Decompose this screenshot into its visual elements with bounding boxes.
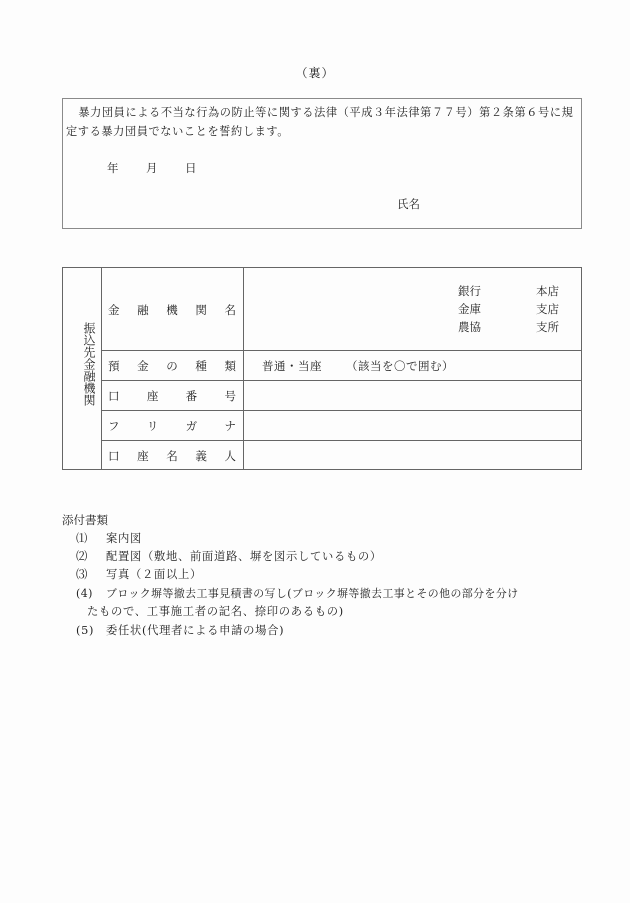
oath-statement: 暴力団員による不当な行為の防止等に関する法律（平成３年法律第７７号）第２条第６号に規定する暴力団員でないことを誓約します。 (66, 106, 574, 138)
date-month-label: 月 (146, 161, 158, 175)
row-label-char: 機 (166, 303, 178, 317)
row-label-char: 種 (195, 359, 207, 373)
attachment-num: ⑴ (76, 532, 88, 545)
row-label-char: 預 (108, 359, 120, 373)
attachment-num: ⑵ (76, 550, 88, 563)
row-label-char: 金 (108, 303, 120, 317)
branch-type: 本店 (536, 284, 559, 298)
attachment-item-continuation: たもので、工事施工者の記名、捺印のあるもの) (87, 605, 344, 618)
table-divider (101, 350, 582, 351)
row-label-char: リ (146, 419, 159, 433)
attachment-text: 案内図 (106, 532, 142, 545)
row-label-deposit-type (108, 358, 236, 374)
row-label-char: フ (108, 419, 120, 433)
attachments-heading: 添付書類 (62, 513, 108, 527)
row-label-char: 座 (137, 449, 149, 463)
date-year-label: 年 (107, 161, 119, 175)
row-label-char: 融 (137, 303, 149, 317)
branch-type: 支所 (536, 320, 559, 334)
row-label-char: 口 (108, 389, 120, 403)
section-label-bank: 振込先金融機関 (82, 322, 96, 406)
row-label-char: 人 (224, 449, 236, 463)
date-day-label: 日 (185, 161, 197, 175)
deposit-type-note: （該当を〇で囲む） (346, 359, 454, 373)
attachment-item (76, 585, 519, 601)
attachment-text: 写真（２面以上） (106, 568, 202, 581)
row-label-char: 号 (224, 389, 236, 403)
attachment-text: 委任状(代理者による申請の場合) (106, 624, 285, 637)
row-label-char: 番 (185, 389, 198, 403)
institution-type-list (458, 282, 481, 336)
attachment-text: 配置図（敷地、前面道路、塀を図示しているもの） (106, 550, 382, 563)
institution-type: 銀行 (458, 284, 481, 298)
institution-type: 金庫 (458, 302, 481, 316)
name-label: 氏名 (397, 197, 420, 211)
institution-type: 農協 (458, 320, 481, 334)
table-divider (101, 440, 582, 441)
attachment-num: ⑶ (76, 568, 88, 581)
row-label-furigana (108, 418, 236, 434)
table-divider (101, 380, 582, 381)
row-label-account-number (108, 388, 236, 404)
table-divider (101, 410, 582, 411)
row-label-char: 義 (195, 449, 207, 463)
page-title: （裏） (295, 66, 335, 80)
row-label-char: ガ (185, 419, 198, 433)
attachment-item (76, 566, 202, 582)
row-label-account-holder (108, 448, 236, 464)
branch-type: 支店 (536, 302, 559, 316)
row-label-char: ナ (224, 419, 236, 433)
attachment-item (76, 622, 284, 638)
attachment-num: (4) (76, 587, 93, 600)
row-label-char: 名 (224, 303, 236, 317)
row-label-char: 金 (137, 359, 149, 373)
row-label-char: 座 (146, 389, 159, 403)
row-label-char: の (166, 359, 178, 373)
attachment-num: (5) (76, 624, 95, 637)
row-label-institution-name (108, 302, 236, 318)
row-label-char: 関 (195, 303, 207, 317)
row-label-char: 名 (166, 449, 178, 463)
attachment-text: ブロック塀等撤去工事見積書の写し(ブロック塀等撤去工事とその他の部分を分け (106, 587, 519, 600)
branch-type-list (536, 282, 559, 336)
attachment-item (76, 548, 382, 564)
row-label-char: 類 (224, 359, 236, 373)
deposit-type-options: 普通・当座 (262, 359, 322, 373)
row-label-char: 口 (108, 449, 120, 463)
attachment-item (76, 530, 142, 546)
